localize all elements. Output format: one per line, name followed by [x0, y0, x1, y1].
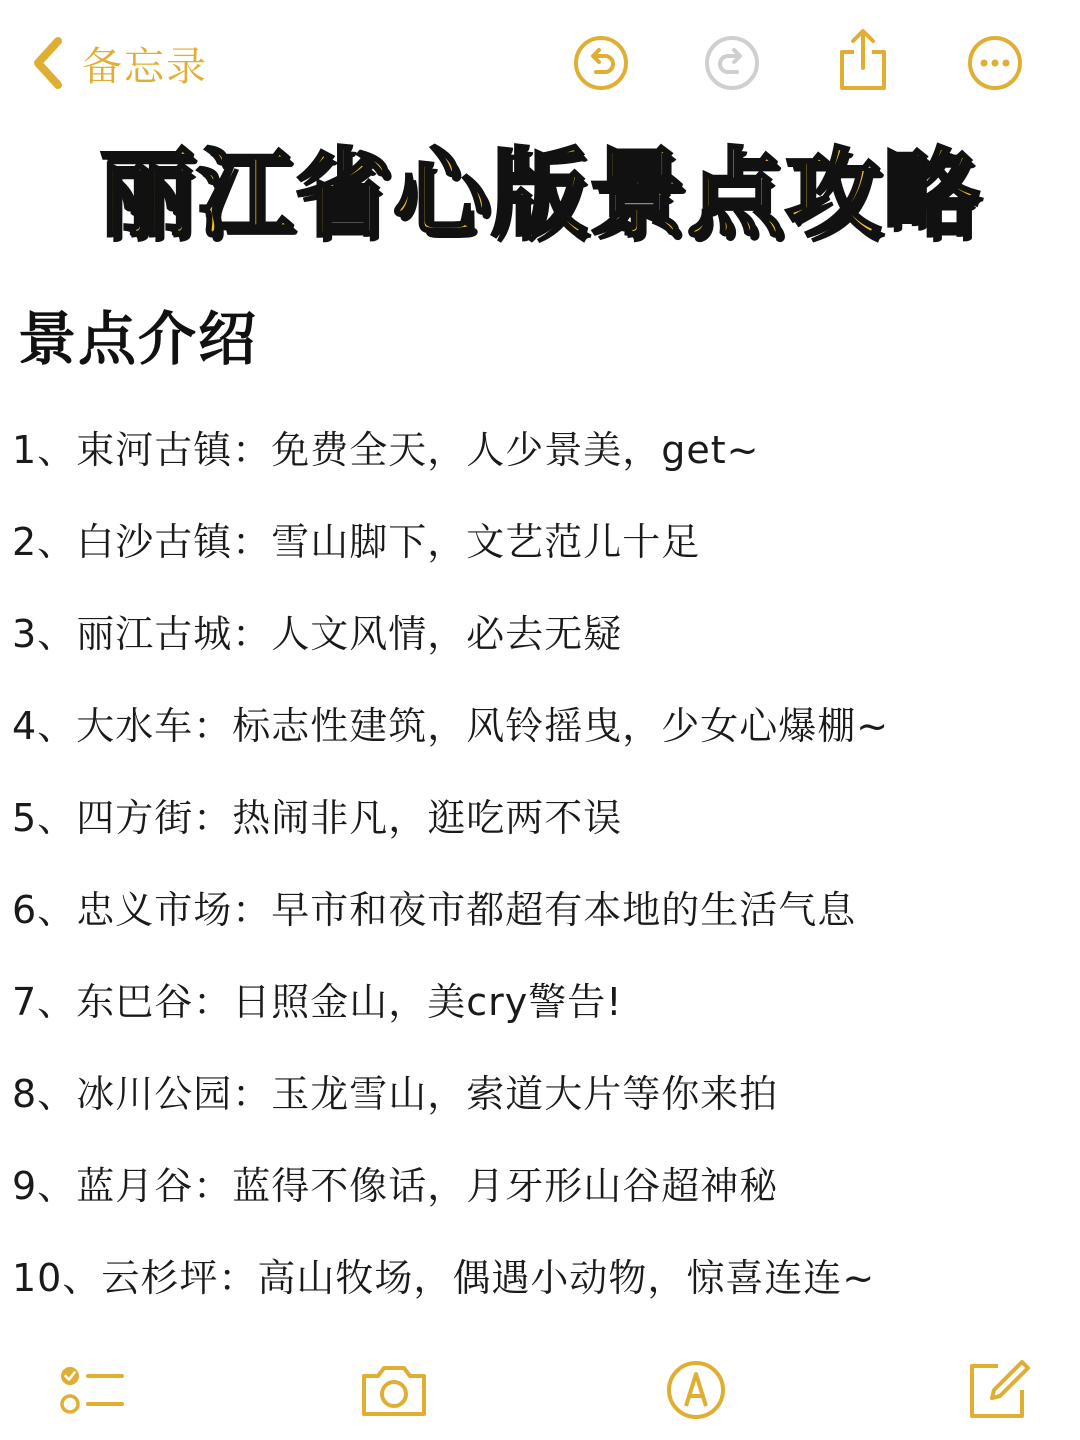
item-name: 东巴谷 — [76, 971, 193, 1026]
top-navigation-bar — [0, 0, 1080, 120]
item-number: 8、 — [12, 1071, 77, 1116]
item-number: 4、 — [12, 703, 77, 748]
item-name: 四方街 — [76, 787, 193, 842]
compose-icon — [962, 1354, 1034, 1426]
item-description-highlight: 玉龙雪山 — [271, 1063, 427, 1118]
back-label: 备忘录 — [82, 43, 208, 90]
redo-button[interactable] — [703, 34, 761, 92]
item-description: 早市和夜市都超有本地的生活气息 — [271, 887, 857, 932]
section-heading-text: 景点介绍 — [18, 305, 259, 373]
item-number: 10、 — [12, 1255, 102, 1300]
item-description: 高山牧场，偶遇小动物，惊喜连连~ — [257, 1255, 876, 1300]
item-separator: ： — [232, 1071, 272, 1116]
item-number: 2、 — [12, 519, 77, 564]
item-description: 雪山脚下，文艺范儿十足 — [271, 519, 701, 564]
redo-icon — [703, 34, 761, 92]
item-separator: ： — [218, 1255, 258, 1300]
item-description: 日照金山，美cry警告! — [232, 979, 623, 1024]
share-icon — [834, 26, 892, 92]
item-number: 6、 — [12, 887, 77, 932]
item-description: 免费全天，人少景美，get~ — [271, 427, 760, 472]
list-item — [12, 1136, 1072, 1228]
list-item — [12, 492, 1072, 584]
list-item — [12, 676, 1072, 768]
list-item — [12, 768, 1072, 860]
attractions-list — [12, 400, 1072, 1320]
checklist-icon — [56, 1354, 128, 1426]
item-name: 冰川公园 — [76, 1063, 232, 1118]
item-separator: ： — [232, 887, 272, 932]
item-name: 丽江古城 — [76, 603, 232, 658]
checklist-button[interactable] — [56, 1354, 128, 1426]
more-button[interactable] — [966, 34, 1024, 92]
camera-button[interactable] — [358, 1354, 430, 1426]
item-name: 忠义市场 — [76, 879, 232, 934]
list-item — [12, 1228, 1072, 1320]
item-name: 大水车 — [76, 695, 193, 750]
item-number: 9、 — [12, 1163, 77, 1208]
list-item — [12, 584, 1072, 676]
camera-icon — [358, 1354, 430, 1426]
item-description: 标志性建筑，风铃摇曳，少女心爆棚~ — [232, 703, 890, 748]
list-item — [12, 952, 1072, 1044]
list-item — [12, 1044, 1072, 1136]
item-description: 热闹非凡，逛吃两不误 — [232, 795, 623, 840]
back-button[interactable] — [28, 30, 208, 96]
item-description: 人文风情，必去无疑 — [271, 611, 623, 656]
item-description: ，索道大片等你来拍 — [427, 1071, 779, 1116]
item-name: 束河古镇 — [76, 419, 232, 474]
list-item — [12, 860, 1072, 952]
undo-icon — [572, 34, 630, 92]
item-separator: ： — [193, 1163, 233, 1208]
bottom-toolbar — [0, 1340, 1080, 1440]
share-button[interactable] — [834, 26, 892, 84]
list-item — [12, 400, 1072, 492]
markup-icon — [660, 1354, 732, 1426]
undo-button[interactable] — [572, 34, 630, 92]
item-separator: ： — [193, 703, 233, 748]
item-description: 蓝得不像话，月牙形山谷超神秘 — [232, 1163, 779, 1208]
item-number: 5、 — [12, 795, 77, 840]
item-name: 云杉坪 — [101, 1247, 218, 1302]
item-name: 白沙古镇 — [76, 511, 232, 566]
item-separator: ： — [193, 795, 233, 840]
item-separator: ： — [232, 427, 272, 472]
item-number: 3、 — [12, 611, 77, 656]
more-icon — [966, 34, 1024, 92]
item-separator: ： — [232, 519, 272, 564]
markup-button[interactable] — [660, 1354, 732, 1426]
item-separator: ： — [232, 611, 272, 656]
note-title: 丽江省心版景点攻略 — [99, 138, 981, 250]
item-number: 7、 — [12, 979, 77, 1024]
compose-button[interactable] — [962, 1354, 1034, 1426]
chevron-left-icon — [28, 33, 68, 93]
item-number: 1、 — [12, 427, 77, 472]
item-separator: ： — [193, 979, 233, 1024]
section-heading — [18, 292, 258, 376]
item-name: 蓝月谷 — [76, 1155, 193, 1210]
